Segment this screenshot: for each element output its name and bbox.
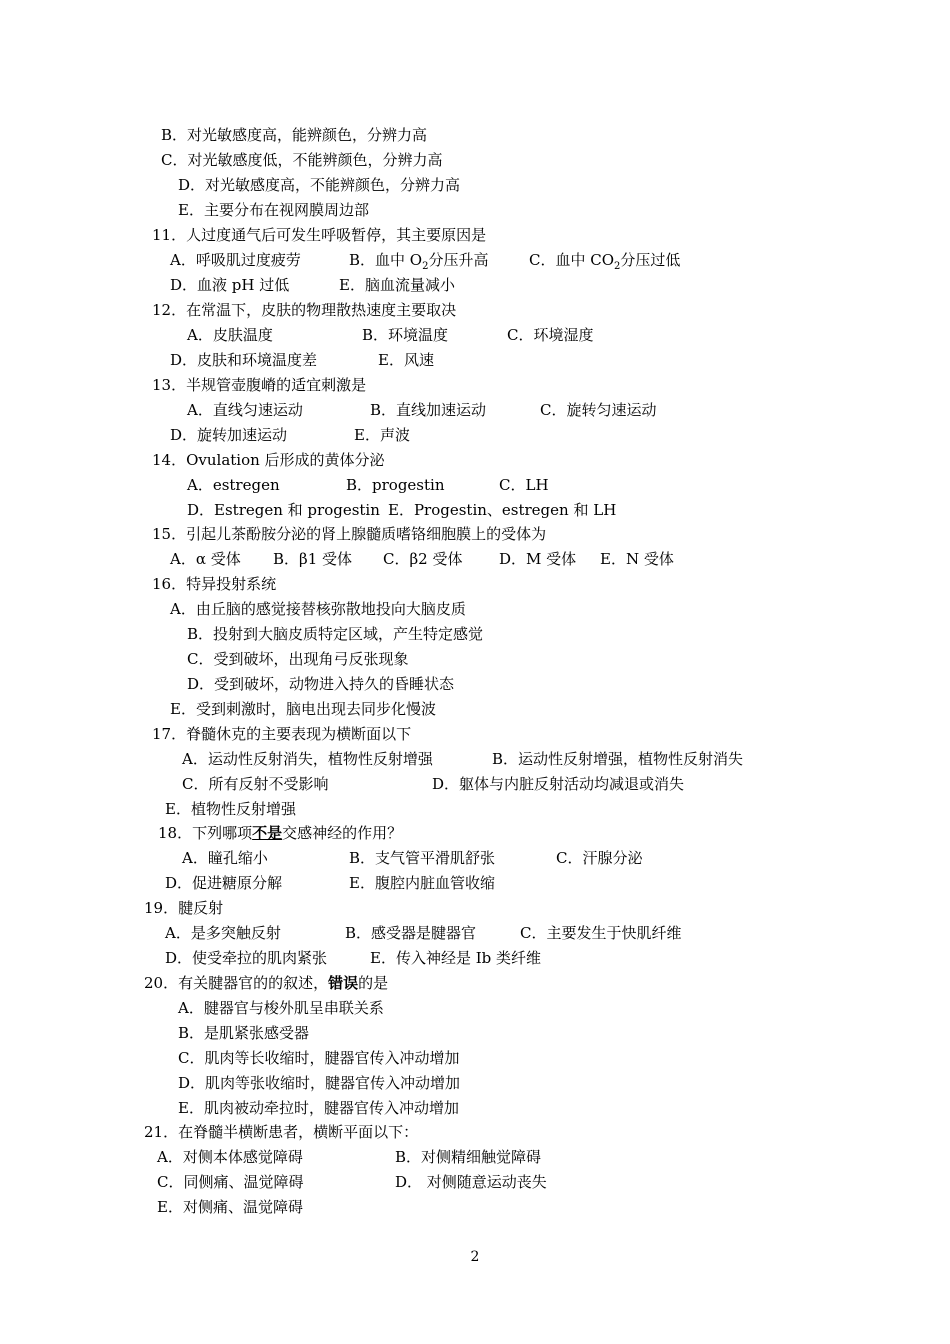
q20-stem-text: 20．有关腱器官的的叙述， xyxy=(144,974,329,992)
q21-stem: 21．在脊髓半横断患者，横断平面以下： xyxy=(144,1123,419,1141)
q15-option-e: E．N 受体 xyxy=(600,550,674,568)
q12-stem: 12．在常温下，皮肤的物理散热速度主要取决 xyxy=(152,301,457,319)
q17-option-a: A．运动性反射消失，植物性反射增强 xyxy=(182,750,433,768)
q21-option-c: C．同侧痛、温觉障碍 xyxy=(157,1173,304,1191)
q11-option-c-text-end: 分压过低 xyxy=(620,251,681,269)
q13-option-c: C．旋转匀速运动 xyxy=(540,401,657,419)
q11-option-c-subscript: 2 xyxy=(614,261,621,272)
q15-option-b: B．β1 受体 xyxy=(273,550,353,568)
q19-option-d: D．使受牵拉的肌肉紧张 xyxy=(165,949,328,967)
q20-option-b: B．是肌紧张感受器 xyxy=(178,1024,310,1042)
q20-stem xyxy=(144,973,388,993)
q19-option-a: A．是多突触反射 xyxy=(165,924,281,942)
q18-stem-text: 18．下列哪项 xyxy=(158,824,253,842)
q20-stem-emphasis: 错误 xyxy=(328,974,359,992)
q11-stem: 11．人过度通气后可发生呼吸暂停，其主要原因是 xyxy=(152,226,487,244)
q12-option-b: B．环境温度 xyxy=(362,326,449,344)
q13-option-e: E．声波 xyxy=(354,426,410,444)
q12-option-e: E．风速 xyxy=(378,351,434,369)
q17-option-c: C．所有反射不受影响 xyxy=(182,775,329,793)
q10-option-e: E．主要分布在视网膜周边部 xyxy=(178,201,369,219)
q20-option-d: D．肌肉等张收缩时，腱器官传入冲动增加 xyxy=(178,1074,461,1092)
q11-option-b-text-end: 分压升高 xyxy=(428,251,489,269)
q10-option-b: B．对光敏感度高，能辨颜色，分辨力高 xyxy=(161,126,428,144)
q17-option-d: D．躯体与内脏反射活动均减退或消失 xyxy=(432,775,685,793)
q16-option-a: A．由丘脑的感觉接替核弥散地投向大脑皮质 xyxy=(170,600,466,618)
q14-option-e: E．Progestin、estregen 和 LH xyxy=(388,501,617,519)
q18-option-a: A．瞳孔缩小 xyxy=(182,849,268,867)
q11-option-e: E．脑血流量减小 xyxy=(339,276,455,294)
q21-option-a: A．对侧本体感觉障碍 xyxy=(157,1148,303,1166)
q13-option-a: A．直线匀速运动 xyxy=(187,401,303,419)
q11-option-c-text: C．血中 CO xyxy=(529,251,615,269)
q18-stem xyxy=(158,823,402,843)
q13-stem: 13．半规管壶腹嵴的适宜刺激是 xyxy=(152,376,367,394)
q16-option-b: B．投射到大脑皮质特定区域，产生特定感觉 xyxy=(187,625,484,643)
q11-option-c xyxy=(529,250,680,270)
q14-stem: 14．Ovulation 后形成的黄体分泌 xyxy=(152,451,385,469)
page-number: 2 xyxy=(470,1249,480,1265)
q16-stem: 16．特异投射系统 xyxy=(152,575,277,593)
q19-stem: 19．腱反射 xyxy=(144,899,224,917)
q15-option-c: C．β2 受体 xyxy=(383,550,463,568)
q11-option-b-text: B．血中 O xyxy=(349,251,423,269)
q13-option-d: D．旋转加速运动 xyxy=(170,426,288,444)
q20-option-e: E．肌肉被动牵拉时，腱器官传入冲动增加 xyxy=(178,1099,459,1117)
q15-stem: 15．引起儿茶酚胺分泌的肾上腺髓质嗜铬细胞膜上的受体为 xyxy=(152,525,547,543)
q20-option-a: A．腱器官与梭外肌呈串联关系 xyxy=(178,999,384,1017)
q20-stem-text-end: 的是 xyxy=(358,974,389,992)
q19-option-b: B．感受器是腱器官 xyxy=(345,924,477,942)
q16-option-d: D．受到破坏，动物进入持久的昏睡状态 xyxy=(187,675,455,693)
q17-stem: 17．脊髓休克的主要表现为横断面以下 xyxy=(152,725,412,743)
q21-option-e: E．对侧痛、温觉障碍 xyxy=(157,1198,303,1216)
q15-option-a: A．α 受体 xyxy=(170,550,241,568)
q18-option-c: C．汗腺分泌 xyxy=(556,849,643,867)
q18-stem-emphasis: 不是 xyxy=(252,824,283,842)
q18-option-e: E．腹腔内脏血管收缩 xyxy=(349,874,495,892)
q11-option-a: A．呼吸肌过度疲劳 xyxy=(170,251,301,269)
q19-option-e: E．传入神经是 Ib 类纤维 xyxy=(370,949,542,967)
q12-option-d: D．皮肤和环境温度差 xyxy=(170,351,318,369)
q17-option-b: B．运动性反射增强，植物性反射消失 xyxy=(492,750,744,768)
q16-option-e: E．受到刺激时，脑电出现去同步化慢波 xyxy=(170,700,436,718)
q20-option-c: C．肌肉等长收缩时，腱器官传入冲动增加 xyxy=(178,1049,460,1067)
q11-option-b-subscript: 2 xyxy=(422,261,429,272)
q14-option-c: C．LH xyxy=(499,476,549,494)
q15-option-d: D．M 受体 xyxy=(499,550,577,568)
q21-option-d: D． 对侧随意运动丧失 xyxy=(395,1173,547,1191)
q12-option-a: A．皮肤温度 xyxy=(187,326,273,344)
q18-stem-text-end: 交感神经的作用？ xyxy=(282,824,403,842)
q14-option-a: A．estregen xyxy=(187,476,280,494)
q12-option-c: C．环境湿度 xyxy=(507,326,594,344)
q14-option-d: D．Estregen 和 progestin xyxy=(187,501,380,519)
q11-option-d: D．血液 pH 过低 xyxy=(170,276,290,294)
q18-option-d: D．促进糖原分解 xyxy=(165,874,283,892)
q17-option-e: E．植物性反射增强 xyxy=(165,800,296,818)
q11-option-b xyxy=(349,250,488,270)
q14-option-b: B．progestin xyxy=(346,476,445,494)
q19-option-c: C．主要发生于快肌纤维 xyxy=(520,924,682,942)
q18-option-b: B．支气管平滑肌舒张 xyxy=(349,849,496,867)
q16-option-c: C．受到破坏，出现角弓反张现象 xyxy=(187,650,409,668)
q10-option-d: D．对光敏感度高，不能辨颜色，分辨力高 xyxy=(178,176,461,194)
q21-option-b: B．对侧精细触觉障碍 xyxy=(395,1148,542,1166)
q13-option-b: B．直线加速运动 xyxy=(370,401,487,419)
q10-option-c: C．对光敏感度低，不能辨颜色，分辨力高 xyxy=(161,151,443,169)
